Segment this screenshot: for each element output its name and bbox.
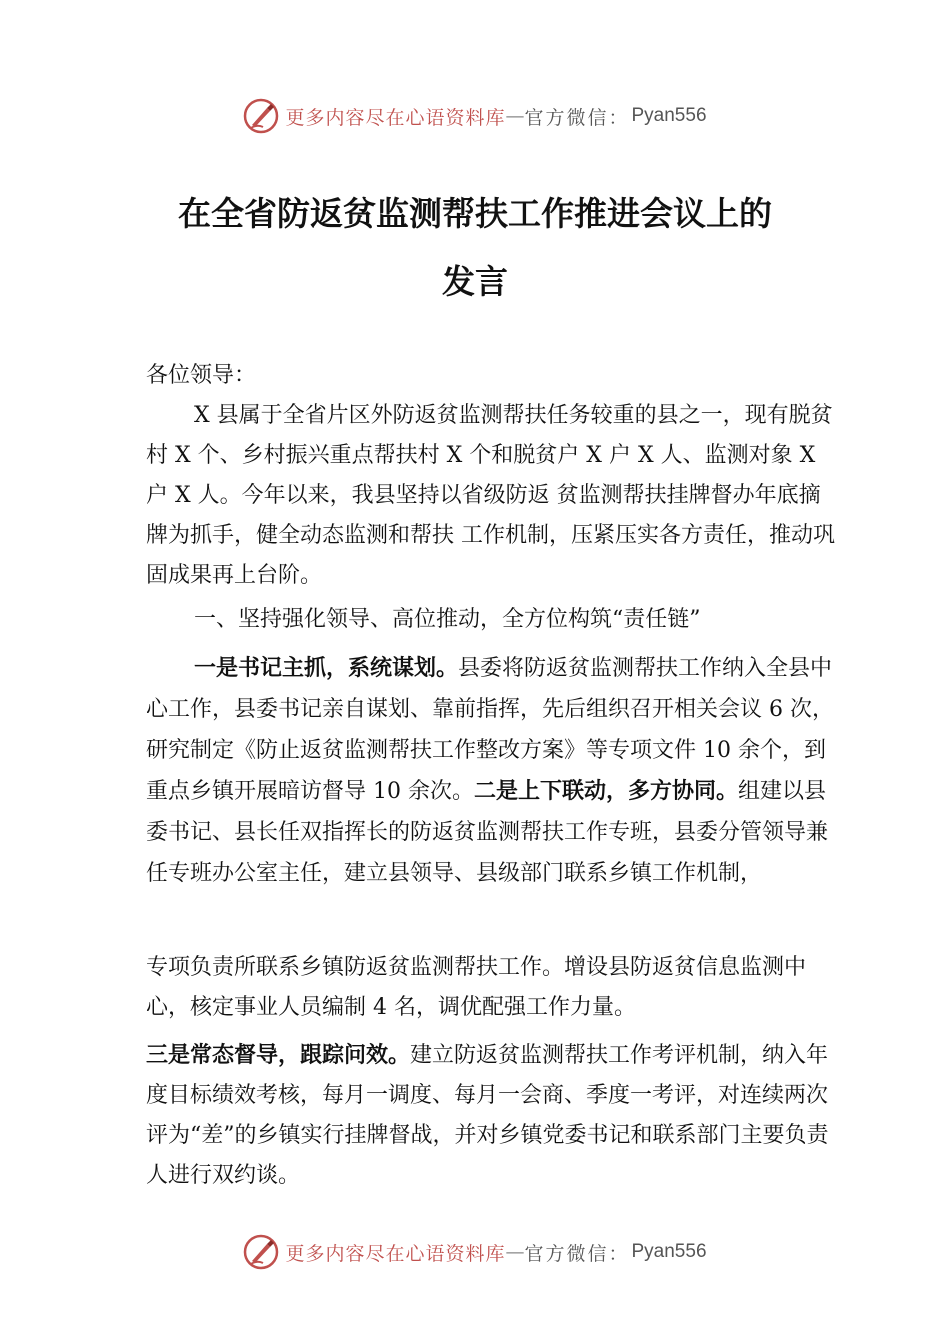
title-line-1: 在全省防返贫监测帮扶工作推进会议上的 [178,194,772,233]
pen-logo-icon [243,1234,279,1270]
watermark-banner-bottom [0,1232,950,1272]
section-heading-1: 一、坚持强化领导、高位推动，全方位构筑“责任链” [194,607,701,632]
point-2-lead: 二是上下联动，多方协同。 [473,779,738,804]
watermark-wechat-label: 官方微信： [524,1242,630,1265]
points-paragraph-3 [146,1036,836,1196]
point-1-lead: 一是书记主抓，系统谋划。 [194,656,459,681]
intro-paragraph: X 县属于全省片区外防返贫监测帮扶任务较重的县之一，现有脱贫村 X 个、乡村振兴重点帮扶村 X 个和脱贫户 X 户 X 人、监测对象 X 户 X 人。今年以来，我县坚持以省级防返 贫监测帮扶挂牌督办年底摘牌为抓手，健全动态监测和帮扶 工作机制，压紧压实各方责任，推动巩固成果再上台阶。 [146,403,835,588]
title-line-2: 发言 [442,262,508,301]
watermark-separator: — [505,1241,525,1263]
point-1-text: 县委将防返贫监测帮扶工作纳入全县中心工作，县委书记亲自谋划、靠前指挥，先后组织召开相关会议 6 次，研究制定《防止返贫监测帮扶工作整改方案》等专项文件 10 余个，到重点乡镇开展暗访督导 10 余次。 [146,656,834,804]
watermark-wechat-id: Pyan556 [631,1241,707,1262]
points-paragraph-1 [146,648,836,894]
salutation: 各位领导： [146,363,257,388]
document-title [140,180,810,316]
point-3-lead: 三是常态督导，跟踪问效。 [146,1043,411,1068]
point-2-text-a: 组建以县委书记、县长任双指挥长的防返贫监测帮扶工作专班，县委分管领导兼任专班办公室主任，建立县领导、县级部门联系乡镇工作机制， [146,779,829,886]
point-3-text: 建立防返贫监测帮扶工作考评机制，纳入年度目标绩效考核，每月一调度、每月一会商、季度一考评，对连续两次评为“差”的乡镇实行挂牌督战，并对乡镇党委书记和联系部门主要负责人进行双约谈。 [146,1043,829,1188]
watermark-banner-top [0,96,950,136]
watermark-text: 更多内容尽在心语资料库 [285,106,506,129]
watermark-wechat-label: 官方微信： [524,106,630,129]
watermark-text: 更多内容尽在心语资料库 [285,1242,506,1265]
watermark-wechat-id: Pyan556 [631,105,707,126]
points-paragraph-2: 专项负责所联系乡镇防返贫监测帮扶工作。增设县防返贫信息监测中心，核定事业人员编制 4 名，调优配强工作力量。 [146,955,807,1020]
watermark-separator: — [505,105,525,127]
pen-logo-icon [243,98,279,134]
